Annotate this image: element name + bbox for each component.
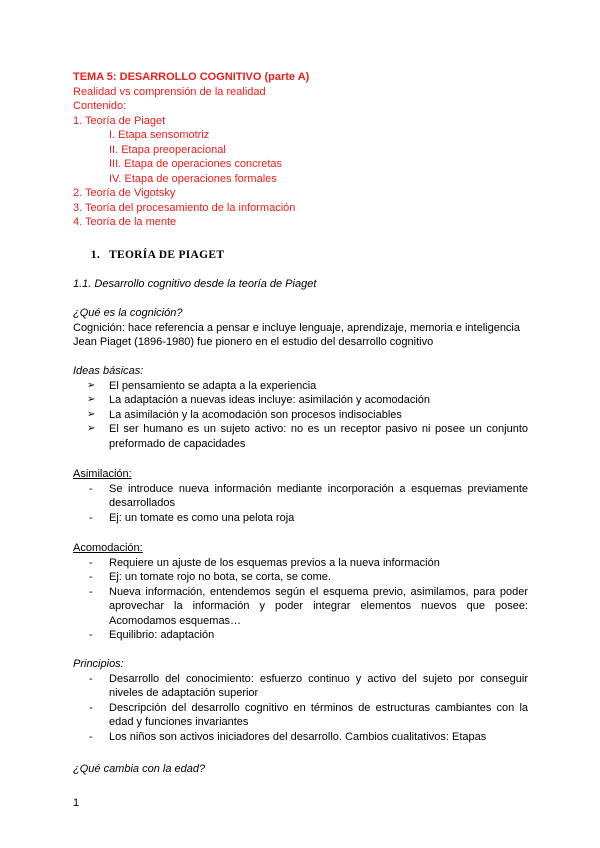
list-item-text: Requiere un ajuste de los esquemas previos a la nueva información <box>109 556 440 569</box>
contents-block <box>73 70 528 230</box>
bullet-marker: - <box>89 629 93 641</box>
list-item <box>73 628 528 643</box>
bullet-marker: ➢ <box>87 408 96 420</box>
list-item-text: El pensamiento se adapta a la experiencia <box>109 379 317 392</box>
ideas-block <box>73 364 528 451</box>
list-item <box>73 730 528 745</box>
bullet-marker: - <box>89 701 93 714</box>
assimilation-label: Asimilación: <box>73 468 132 480</box>
cognition-question: ¿Qué es la cognición? <box>73 307 183 319</box>
bullet-marker: - <box>89 585 93 598</box>
contents-item: 4. Teoría de la mente <box>73 216 177 228</box>
list-item <box>73 393 528 408</box>
section-number: 1. <box>90 249 100 261</box>
list-item-text: El ser humano es un sujeto activo: no es un receptor pasivo ni posee un conjunto preformado de capacidades <box>109 423 528 450</box>
list-item-text: Se introduce nueva información mediante incorporación a esquemas previamente desarrollados <box>109 482 528 509</box>
list-item <box>73 585 528 629</box>
bullet-marker: - <box>89 482 93 495</box>
bullet-marker: - <box>89 511 93 524</box>
list-item <box>73 701 528 730</box>
cognition-definition: Cognición: hace referencia a pensar e incluye lenguaje, aprendizaje, memoria e inteligencia <box>73 321 520 334</box>
section-heading <box>73 248 528 263</box>
contents-item: I. Etapa sensomotriz <box>109 129 210 141</box>
list-item-text: Desarrollo del conocimiento: esfuerzo continuo y activo del sujeto por conseguir niveles de adaptación superior <box>109 672 528 699</box>
contents-label: Contenido: <box>73 100 127 112</box>
accommodation-list <box>73 556 528 643</box>
principles-block <box>73 657 528 744</box>
accommodation-block <box>73 541 528 643</box>
contents-item: 1. Teoría de Piaget <box>73 114 166 127</box>
list-item-text: La adaptación a nuevas ideas incluye: asimilación y acomodación <box>109 394 431 406</box>
list-item-text: Equilibrio: adaptación <box>109 629 215 641</box>
section-title: TEORÍA DE PIAGET <box>109 249 225 261</box>
bullet-marker: - <box>89 672 93 685</box>
contents-item: 2. Teoría de Vigotsky <box>73 187 176 199</box>
list-item <box>73 570 528 585</box>
contents-item: 3. Teoría del procesamiento de la información <box>73 201 296 214</box>
list-item <box>73 379 528 394</box>
assimilation-block <box>73 467 528 525</box>
list-item <box>73 672 528 701</box>
list-item <box>73 511 528 526</box>
contents-list <box>73 114 528 230</box>
contents-item: IV. Etapa de operaciones formales <box>109 172 277 185</box>
list-item <box>73 556 528 571</box>
list-item <box>73 422 528 451</box>
principles-list <box>73 672 528 745</box>
bullet-marker: - <box>89 556 93 569</box>
piaget-note: Jean Piaget (1896-1980) fue pionero en el estudio del desarrollo cognitivo <box>73 336 434 348</box>
doc-title: TEMA 5: DESARROLLO COGNITIVO (parte A) <box>73 71 310 83</box>
list-item-text: Descripción del desarrollo cognitivo en términos de estructuras cambiantes con la edad y funciones invariantes <box>109 701 528 728</box>
list-item-text: Los niños son activos iniciadores del desarrollo. Cambios cualitativos: Etapas <box>109 730 487 743</box>
doc-subtitle: Realidad vs comprensión de la realidad <box>73 85 266 98</box>
list-item-text: Ej: un tomate rojo no bota, se corta, se come. <box>109 571 331 583</box>
list-item-text: Ej: un tomate es como una pelota roja <box>109 511 295 524</box>
list-item-text: Nueva información, entendemos según el esquema previo, asimilamos, para poder aprovechar la información y poder integrar elementos nuevos que posee: Acomodamos esquemas… <box>109 585 528 627</box>
ideas-list <box>73 379 528 452</box>
closing-question: ¿Qué cambia con la edad? <box>73 763 206 775</box>
page-number: 1 <box>73 797 80 809</box>
bullet-marker: ➢ <box>87 379 96 391</box>
bullet-marker: - <box>89 730 93 743</box>
bullet-marker: - <box>89 571 93 583</box>
accommodation-label: Acomodación: <box>73 542 143 554</box>
bullet-marker: ➢ <box>87 423 96 434</box>
principles-label: Principios: <box>73 658 124 670</box>
cognition-block <box>73 306 528 350</box>
contents-item: II. Etapa preoperacional <box>109 143 226 156</box>
list-item <box>73 482 528 511</box>
assimilation-list <box>73 482 528 526</box>
bullet-marker: ➢ <box>87 394 96 405</box>
subsection-title: 1.1. Desarrollo cognitivo desde la teoría de Piaget <box>73 278 317 290</box>
ideas-label: Ideas básicas: <box>73 365 144 377</box>
list-item-text: La asimilación y la acomodación son procesos indisociables <box>109 408 402 421</box>
contents-item: III. Etapa de operaciones concretas <box>109 158 283 170</box>
list-item <box>73 408 528 423</box>
